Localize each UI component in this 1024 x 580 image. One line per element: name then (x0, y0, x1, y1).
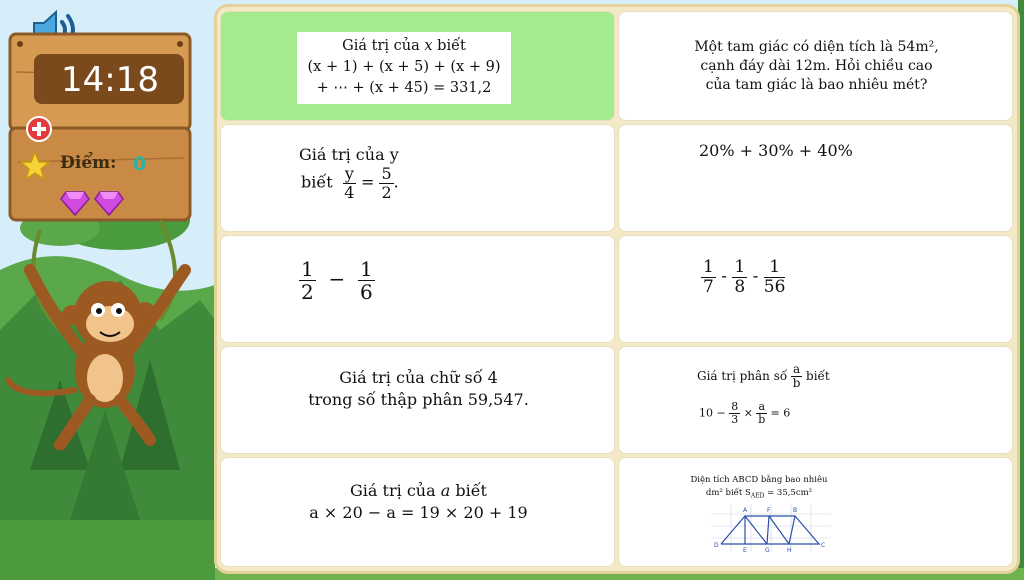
card-fraction-diff[interactable]: $\frac{1}{2}$ − $\frac{1}{6}$ (220, 235, 615, 343)
svg-text:B: B (793, 507, 798, 514)
card-text: của tam giác là bao nhiêu mét? (705, 77, 928, 93)
card-percent-sum[interactable] (618, 124, 1013, 232)
monkey-mascot (0, 200, 215, 450)
star-icon (20, 151, 50, 181)
card-fraction-ab[interactable]: Giá trị phân số $\frac{a}{b}$ biết 10 − $\frac{8}{3}$ × $\frac{a}{b}$ = 6 (618, 346, 1013, 454)
svg-text:E: E (743, 547, 747, 554)
card-text: + ⋯ + (x + 45) = 331,2 (316, 80, 492, 96)
card-text: Diện tích ABCD bằng bao nhiêu (690, 475, 828, 485)
svg-text:F: F (767, 507, 771, 514)
card-text: Giá trị của chữ số 4 (339, 368, 498, 387)
card-content (297, 32, 511, 104)
fraction: $\frac{y}{4}$ (344, 164, 355, 202)
card-text: cạnh đáy dài 12m. Hỏi chiều cao (700, 58, 933, 74)
card-text: Giá trị của (342, 38, 425, 54)
card-text: biết (450, 481, 487, 500)
card-text: a (440, 481, 451, 500)
svg-text:G: G (765, 547, 770, 554)
svg-text:H: H (787, 547, 792, 554)
score-value: 0 (133, 153, 147, 175)
card-text: trong số thập phân 59,547. (308, 390, 529, 409)
geometry-figure (711, 504, 831, 554)
health-icon (26, 116, 52, 142)
card-text: Giá trị của (350, 481, 441, 500)
countdown-timer: 14:18 (61, 60, 159, 100)
card-triangle-height[interactable] (618, 11, 1013, 121)
svg-text:A: A (743, 507, 748, 514)
card-text: a × 20 − a = 19 × 20 + 19 (309, 503, 528, 522)
card-value-a[interactable] (220, 457, 615, 567)
card-area-abcd[interactable]: Diện tích ABCD bằng bao nhiêu dm² biết $S_{AED} = 35,5cm^2$ A F B D E G H C (618, 457, 1013, 567)
card-text: 20% + 30% + 40% (699, 141, 853, 160)
score-label: Điểm: (60, 153, 117, 173)
svg-text:D: D (714, 542, 719, 549)
fraction: $\frac{5}{2}$ (381, 164, 392, 202)
card-text: biết (432, 38, 466, 54)
card-fraction-chain[interactable]: $\frac{1}{7}$ - $\frac{1}{8}$ - $\frac{1}{56}$ (618, 235, 1013, 343)
card-text: (x + 1) + (x + 5) + (x + 9) (307, 59, 501, 75)
card-value-y[interactable]: Giá trị của y biết $\frac{y}{4}$ = $\frac{5}{2}$ . (220, 124, 615, 232)
card-text: x (424, 38, 433, 54)
card-text: biết (301, 172, 333, 192)
svg-text:C: C (821, 542, 826, 549)
card-digit-value[interactable] (220, 346, 615, 454)
card-text: Giá trị của y (299, 145, 399, 164)
card-text: Một tam giác có diện tích là 54m², (694, 39, 939, 55)
card-sum-x[interactable] (220, 11, 615, 121)
